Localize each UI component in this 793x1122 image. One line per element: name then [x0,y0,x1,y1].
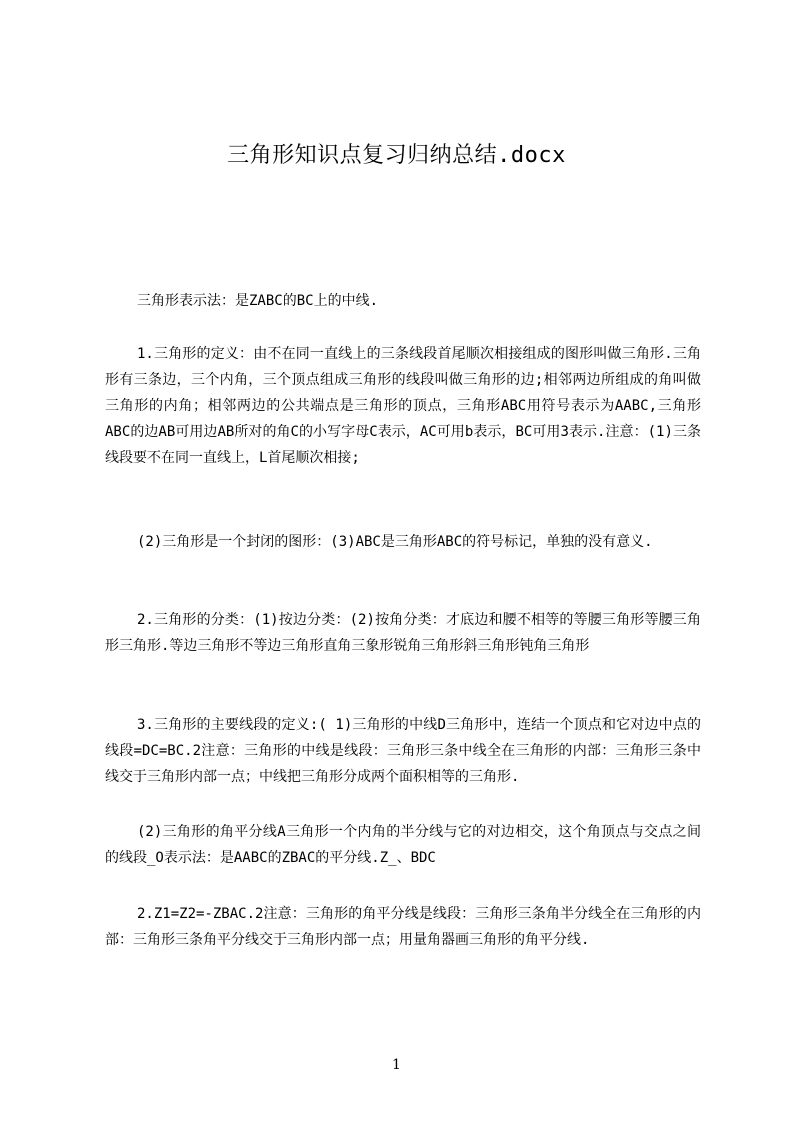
paragraph-definition: 1.三角形的定义：由不在同一直线上的三条线段首尾顺次相接组成的图形叫做三角形.三角形有三条边，三个内角，三个顶点组成三角形的线段叫做三角形的边;相邻两边所组成的角叫做三角形的内角；相邻两边的公共端点是三角形的顶点，三角形ABC用符号表示为AABC,三角形ABC的边AB可用边AB所对的角C的小写字母C表示，AC可用b表示，BC可用3表示.注意：(1)三条线段要不在同一直线上，L首尾顺次相接; [105,346,701,466]
paragraph-bisector-notes: 2.Z1=Z2=-ZBAC.2注意：三角形的角平分线是线段：三角形三条角半分线全在三角形的内部：三角形三条角平分线交于三角形内部一点；用量角器画三角形的角平分线. [105,906,701,948]
paragraph-notation: 三角形表示法：是ZABC的BC上的中线. [137,293,379,309]
paragraph-angle-bisector: (2)三角形的角平分线A三角形一个内角的半分线与它的对边相交，这个角顶点与交点之间的线段_O表示法：是AABC的ZBAC的平分线.Z_、BDC [105,824,701,866]
document-title: 三角形知识点复习归纳总结.docx [227,143,566,168]
paragraph-closed-figure: (2)三角形是一个封闭的图形：(3)ABC是三角形ABC的符号标记，单独的没有意义. [137,534,653,550]
page-number: 1 [392,1057,401,1073]
paragraph-median: 3.三角形的主要线段的定义:( 1)三角形的中线D三角形中，连结一个顶点和它对边中点的线段=DC=BC.2注意：三角形的中线是线段：三角形三条中线全在三角形的内部：三角形三条中线交于三角形内部一点；中线把三角形分成两个面积相等的三角形. [105,717,701,785]
paragraph-classification: 2.三角形的分类：(1)按边分类：(2)按角分类：才底边和腰不相等的等腰三角形等腰三角形三角形.等边三角形不等边三角形直角三象形锐角三角形斜三角形钝角三角形 [105,612,701,654]
